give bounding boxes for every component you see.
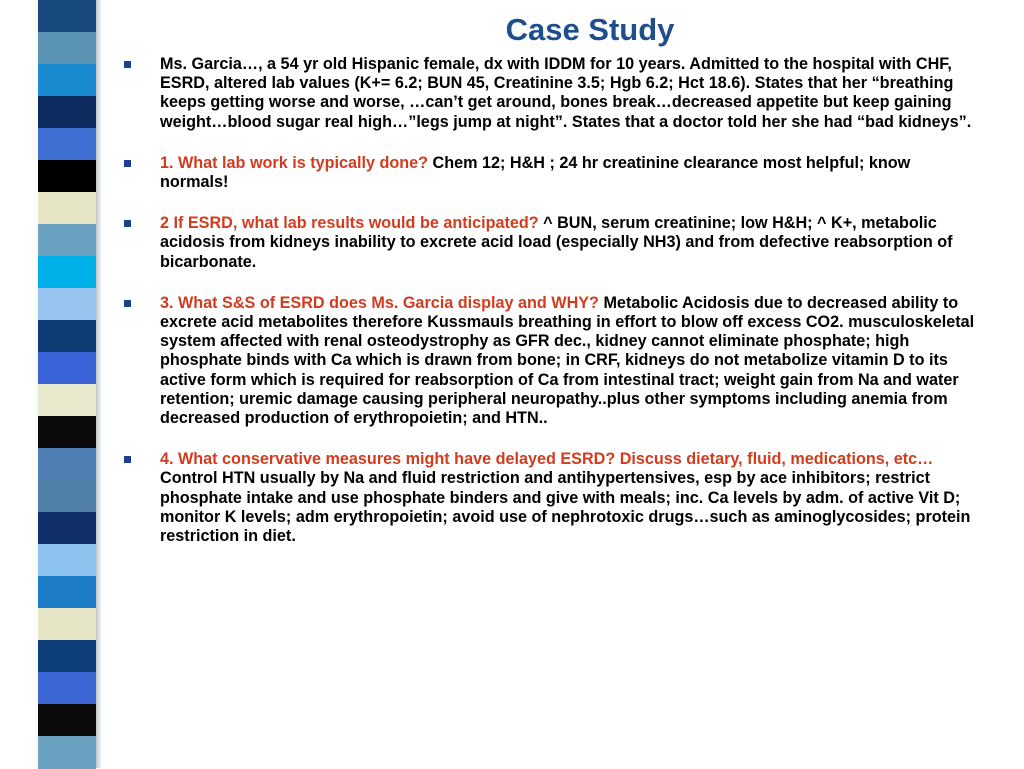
slide-title: Case Study [505, 12, 675, 47]
bullet-item-q1 [122, 154, 978, 192]
answer-1: Chem 12; H&H ; 24 hr creatinine clearance most helpful; know normals! [160, 153, 911, 192]
strip-bar [38, 0, 96, 33]
strip-bar [38, 704, 96, 737]
strip-shadow [96, 0, 102, 768]
square-bullet-icon [124, 220, 131, 227]
strip-bar [38, 224, 96, 257]
strip-bar [38, 128, 96, 161]
strip-bar [38, 192, 96, 225]
question-4: 4. What conservative measures might have delayed ESRD? Discuss dietary, fluid, medications, etc… [160, 450, 934, 469]
question-2: 2 If ESRD, what lab results would be anticipated? [160, 214, 539, 233]
bullet-item-q2 [122, 214, 978, 272]
strip-bar [38, 416, 96, 449]
strip-bar [38, 512, 96, 545]
color-bars [38, 0, 96, 768]
strip-bar [38, 64, 96, 97]
bullet-item-q3 [122, 294, 978, 428]
strip-bar [38, 32, 96, 65]
strip-bar [38, 736, 96, 769]
decorative-side-strip [0, 0, 120, 768]
question-3: 3. What S&S of ESRD does Ms. Garcia display and WHY? [160, 293, 599, 312]
case-description: Ms. Garcia…, a 54 yr old Hispanic female, dx with IDDM for 10 years. Admitted to the hospital with CHF, ESRD, altered lab values (K+= 6.2; BUN 45, Creatinine 3.5; Hgb 6.2; Hct 18.6). States that her “breathing keeps getting worse and worse, …can’t get around, bones break…decreased appetite but keep gaining weight…blood sugar real high…”legs jump at night”. States that a doctor told her she had “bad kidneys”. [160, 55, 972, 131]
strip-bar [38, 544, 96, 577]
bullet-item-q4 [122, 450, 978, 546]
answer-2: ^ BUN, serum creatinine; low H&H; ^ K+, metabolic acidosis from kidneys inability to excrete acid load (especially NH3) and from defective reabsorption of bicarbonate. [160, 214, 953, 271]
bullet-item-case [122, 55, 978, 132]
strip-bar [38, 160, 96, 193]
square-bullet-icon [124, 61, 131, 68]
square-bullet-icon [124, 300, 131, 307]
strip-bar [38, 640, 96, 673]
answer-3: Metabolic Acidosis due to decreased ability to excrete acid metabolites therefore Kussmauls breathing in effort to blow off excess CO2. musculoskeletal system affected with renal osteodystrophy as GFR dec., kidney cannot eliminate phosphate; high phosphate binds with Ca which is drawn from bone; in CRF, kidneys do not metabolize vitamin D to its active form which is required for reabsorption of Ca from intestinal tract; weight gain from Na and water retention; uremic damage causing peripheral neuropathy..plus other symptoms including anemia from decreased production of erythropoietin; and HTN.. [160, 293, 975, 428]
square-bullet-icon [124, 456, 131, 463]
strip-bar [38, 96, 96, 129]
answer-4: Control HTN usually by Na and fluid restriction and antihypertensives, esp by ace inhibitors; restrict phosphate intake and use phosphate binders and give with meals; inc. Ca levels by adm. of active Vit D; monitor K levels; adm erythropoietin; avoid use of nephrotoxic drugs…such as aminoglycosides; protein restriction in diet. [160, 469, 971, 546]
strip-bar [38, 256, 96, 289]
strip-bar [38, 672, 96, 705]
strip-bar [38, 352, 96, 385]
strip-bar [38, 608, 96, 641]
strip-bar [38, 288, 96, 321]
strip-bar [38, 576, 96, 609]
square-bullet-icon [124, 160, 131, 167]
strip-bar [38, 320, 96, 353]
strip-bar [38, 448, 96, 481]
strip-bar [38, 384, 96, 417]
strip-bar [38, 480, 96, 513]
question-1: 1. What lab work is typically done? [160, 153, 429, 172]
bullet-list [122, 55, 978, 568]
